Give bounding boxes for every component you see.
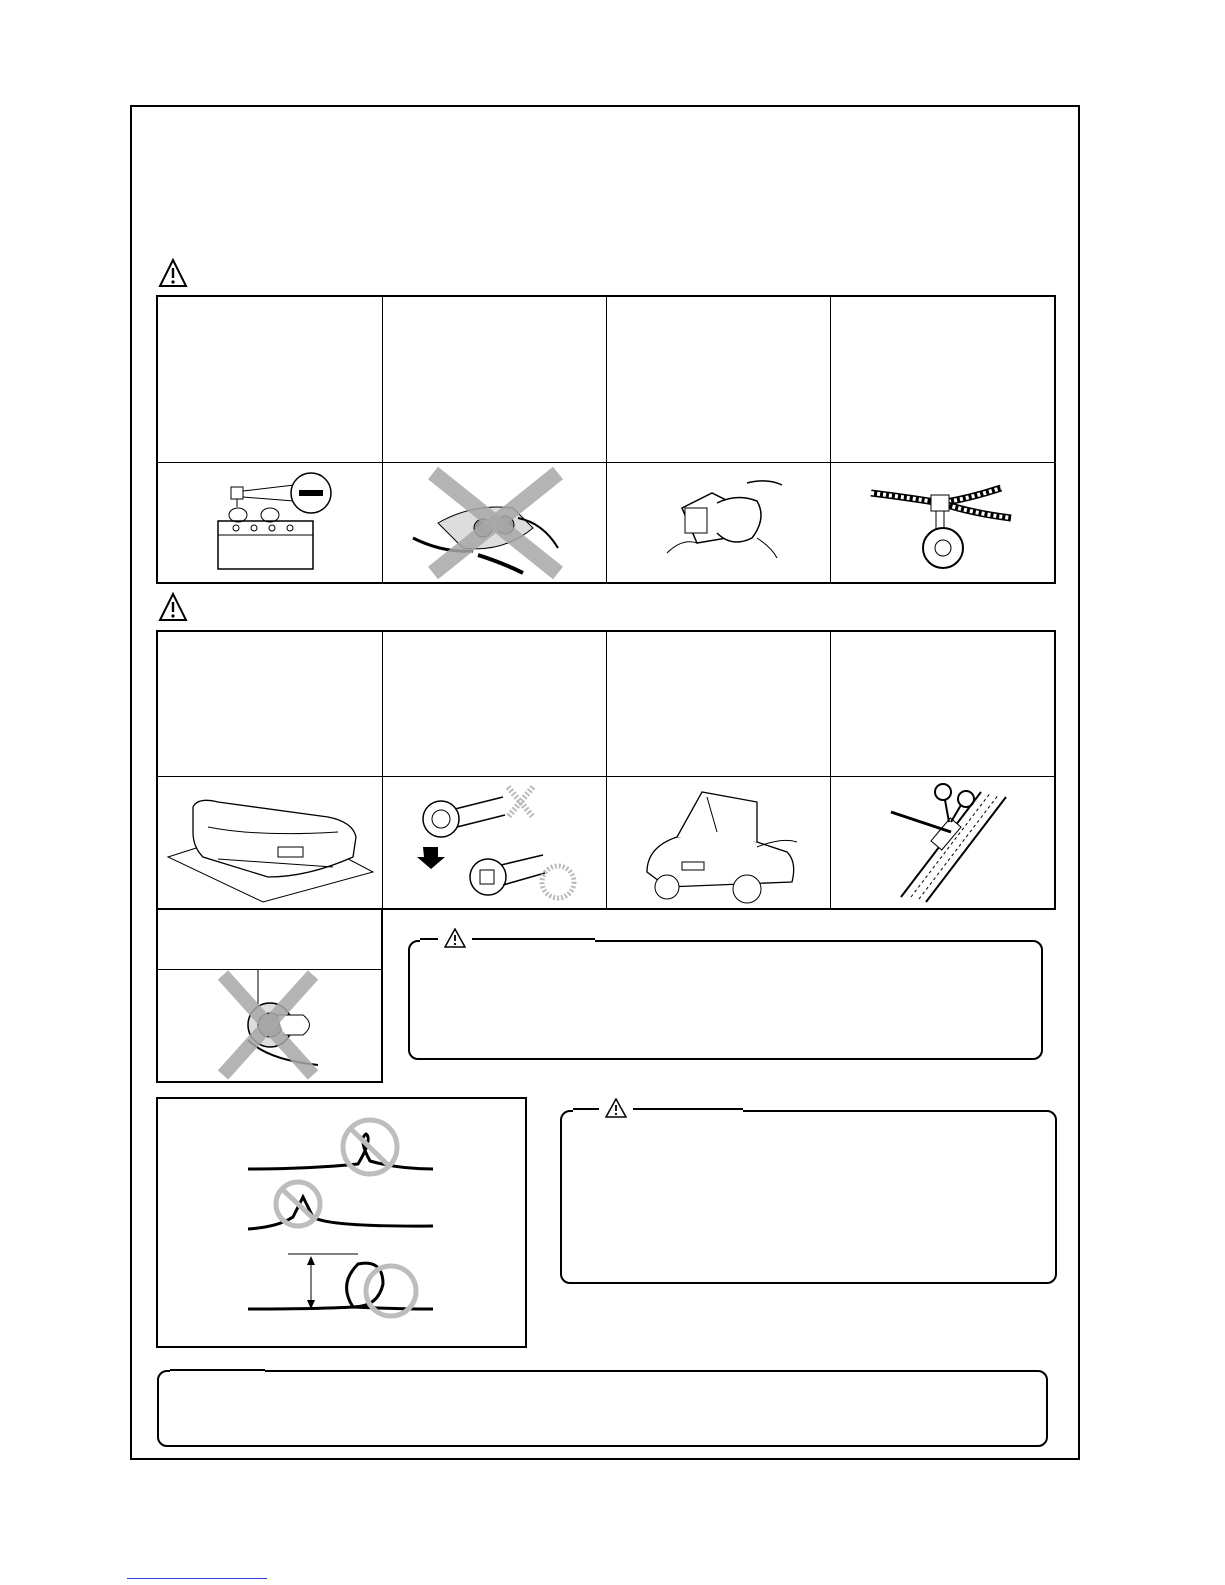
note-box: [157, 1370, 1048, 1447]
footer-link[interactable]: [127, 1578, 267, 1579]
wrench-usage-illustration: [383, 777, 607, 908]
warning-text-cell: [607, 297, 831, 463]
caution-tab-1: [420, 928, 595, 948]
warning-text-cell: [607, 632, 831, 777]
bolt-pinching-panel: [156, 908, 383, 1083]
warning-text-cell: [383, 297, 607, 463]
connector-holding-illustration: [607, 463, 831, 582]
note-tab: [170, 1366, 265, 1374]
caution-tab-2: [573, 1098, 743, 1118]
warning-text-cell: [158, 297, 383, 463]
bolt-pinching-prohibited-illustration: [158, 970, 383, 1081]
warning-triangle-icon: [158, 258, 188, 288]
warning-grid-1: [156, 295, 1056, 584]
warning-triangle-icon: [158, 592, 188, 622]
warning-triangle-icon: [599, 1098, 633, 1123]
warning-triangle-icon: [438, 928, 472, 953]
harness-taping-illustration: [831, 463, 1054, 582]
connector-pulling-prohibited-illustration: [383, 463, 607, 582]
battery-negative-terminal-illustration: [158, 463, 383, 582]
cable-tie-cutting-illustration: [831, 777, 1054, 908]
warning-text-cell: [158, 632, 383, 777]
bumper-protective-sheet-illustration: [158, 777, 383, 908]
warning-grid-2: [156, 630, 1056, 910]
caution-box-2: [560, 1110, 1057, 1284]
harness-bend-panel: [156, 1097, 527, 1348]
warning-text-cell: [831, 297, 1054, 463]
caution-box-1: [408, 940, 1043, 1060]
warning-text-cell: [383, 632, 607, 777]
warning-text-cell: [831, 632, 1054, 777]
vehicle-hood-open-illustration: [607, 777, 831, 908]
